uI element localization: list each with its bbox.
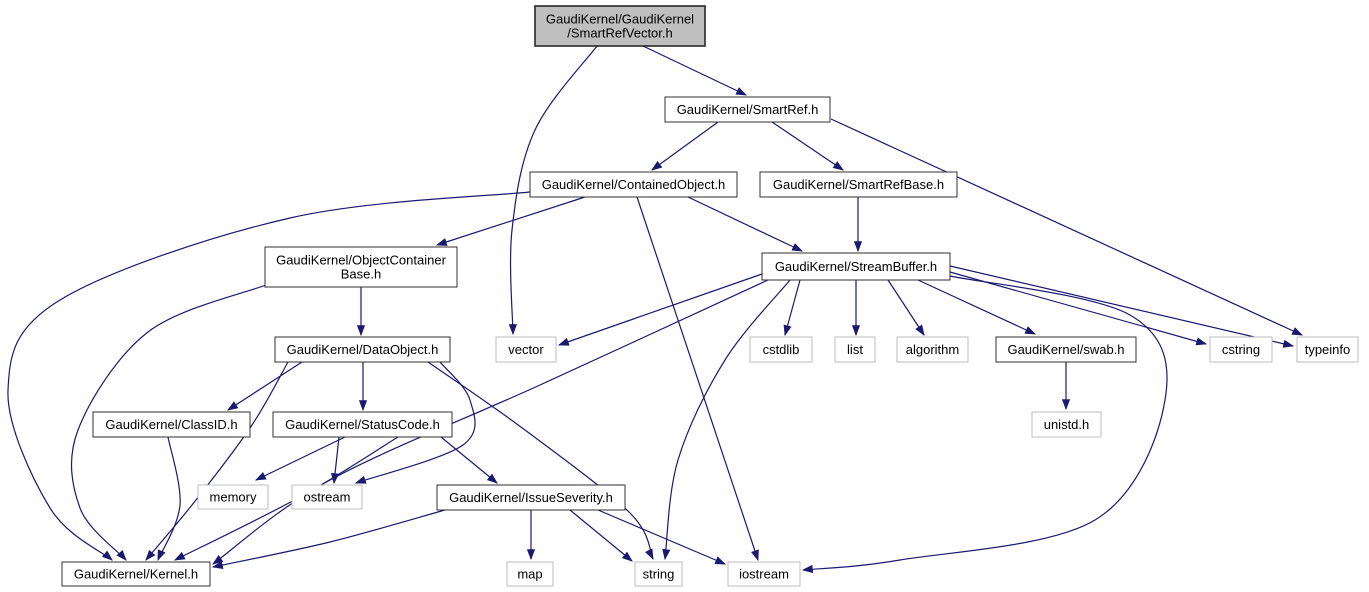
node-label-list: list: [847, 342, 863, 357]
node-containedobject[interactable]: [530, 172, 737, 197]
node-map[interactable]: [507, 562, 553, 586]
node-vector[interactable]: [496, 337, 556, 362]
node-kernel[interactable]: [62, 562, 210, 586]
node-label-smartref: GaudiKernel/SmartRef.h: [676, 102, 819, 117]
node-label-kernel: GaudiKernel/Kernel.h: [73, 566, 199, 582]
node-streambuffer[interactable]: [762, 253, 950, 280]
edge-streambuffer-to-string: [665, 280, 790, 559]
node-label-iostream: iostream: [739, 566, 789, 582]
node-swab[interactable]: [996, 337, 1136, 362]
node-label-cstdlib: cstdlib: [762, 342, 800, 357]
edge-streambuffer-to-vector: [559, 274, 762, 345]
edge-streambuffer-to-typeinfo: [950, 266, 1293, 346]
node-label-memory: memory: [209, 489, 257, 505]
node-label-smartrefbase: GaudiKernel/SmartRefBase.h: [772, 177, 945, 192]
node-objectcontainerbase[interactable]: [265, 247, 457, 287]
edge-statuscode-to-memory: [256, 437, 345, 480]
node-issueseverity[interactable]: [437, 485, 625, 510]
edge-streambuffer-to-algorithm: [888, 280, 924, 335]
node-label-statuscode: GaudiKernel/StatusCode.h: [285, 417, 440, 432]
edge-smartref-to-typeinfo: [831, 119, 1302, 335]
node-label-algorithm: algorithm: [905, 342, 960, 357]
edge-issueseverity-to-string: [570, 510, 632, 561]
edge-streambuffer-to-iostream: [803, 276, 1167, 570]
node-unistd[interactable]: [1032, 412, 1101, 437]
node-label-typeinfo: typeinfo: [1304, 342, 1351, 357]
node-typeinfo[interactable]: [1297, 337, 1358, 362]
node-memory[interactable]: [198, 485, 268, 509]
node-label-dataobject: GaudiKernel/DataObject.h: [286, 342, 439, 357]
node-label-cstring: cstring: [1221, 342, 1261, 357]
node-label-string: string: [642, 566, 675, 582]
edge-issueseverity-to-iostream: [598, 510, 725, 564]
edge-containedobject-to-iostream: [637, 197, 758, 560]
node-iostream[interactable]: [728, 562, 800, 586]
node-smartrefvector: [535, 6, 705, 46]
edge-streambuffer-to-swab: [918, 280, 1035, 334]
node-ostream[interactable]: [292, 485, 362, 509]
node-cstdlib[interactable]: [750, 337, 812, 362]
edge-dataobject-to-kernel: [146, 362, 288, 560]
edge-containedobject-to-streambuffer: [688, 197, 802, 251]
node-classid[interactable]: [93, 412, 250, 437]
edge-statuscode-to-issueseverity: [441, 437, 497, 483]
node-dataobject[interactable]: [275, 337, 450, 362]
node-label-ostream: ostream: [303, 489, 351, 505]
node-string[interactable]: [635, 562, 682, 586]
node-statuscode[interactable]: [273, 412, 452, 437]
node-label-smartrefvector: GaudiKernel/GaudiKernel /SmartRefVector.h: [545, 11, 695, 41]
node-label-map: map: [517, 566, 543, 582]
node-list[interactable]: [835, 337, 875, 362]
node-cstring[interactable]: [1210, 337, 1272, 362]
node-label-vector: vector: [508, 342, 544, 357]
edge-dataobject-to-string: [428, 362, 653, 559]
node-label-containedobject: GaudiKernel/ContainedObject.h: [541, 177, 726, 192]
edge-smartref-to-containedobject: [652, 122, 718, 170]
edge-smartrefvector-to-smartref: [643, 46, 746, 95]
node-label-objectcontainerbase: GaudiKernel/ObjectContainer Base.h: [276, 252, 446, 282]
node-label-unistd: unistd.h: [1043, 417, 1090, 432]
node-label-streambuffer: GaudiKernel/StreamBuffer.h: [774, 259, 938, 274]
node-label-swab: GaudiKernel/swab.h: [1007, 342, 1125, 357]
node-algorithm[interactable]: [897, 337, 968, 362]
edge-issueseverity-to-kernel: [213, 510, 445, 567]
node-smartref[interactable]: [665, 97, 830, 122]
node-smartrefbase[interactable]: [760, 172, 957, 197]
node-label-classid: GaudiKernel/ClassID.h: [105, 417, 238, 432]
edge-smartref-to-smartrefbase: [772, 122, 843, 170]
nodes-layer: [62, 6, 1358, 586]
node-label-issueseverity: GaudiKernel/IssueSeverity.h: [449, 490, 613, 505]
edge-streambuffer-to-cstdlib: [785, 280, 800, 335]
